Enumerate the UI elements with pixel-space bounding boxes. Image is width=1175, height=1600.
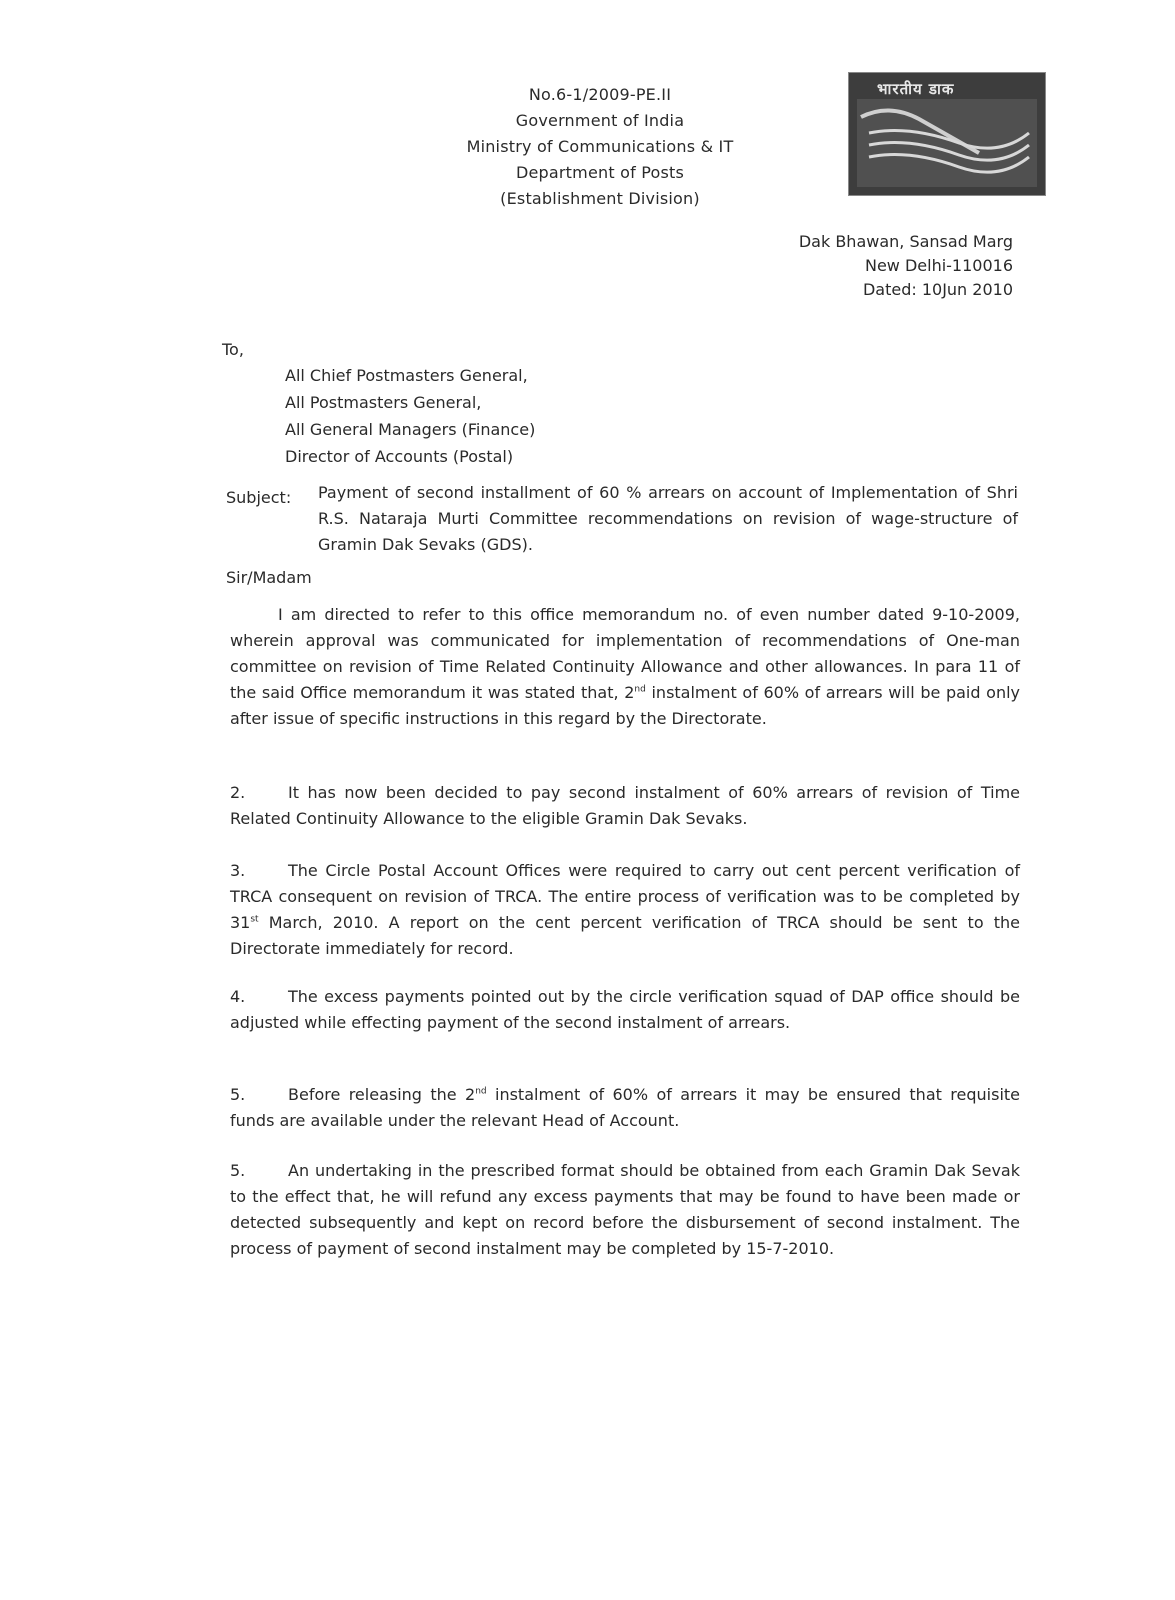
paragraph-number: 2. [230, 783, 246, 802]
paragraph-1 [230, 602, 1020, 732]
logo-text: भारतीय डाक [877, 80, 955, 98]
india-post-logo-icon [848, 72, 1046, 196]
paragraph-6-text: An undertaking in the prescribed format should be obtained from each Gramin Dak Sevak to the effect that, he will refund any excess payments that may be found to have been made or detected subsequently and kept on record before the disbursement of second instalment. The process of payment of second instalment may be completed by 15-7-2010. [230, 1161, 1020, 1258]
paragraph-3 [230, 858, 1020, 962]
paragraph-5 [230, 1082, 1020, 1134]
paragraph-2 [230, 780, 1020, 832]
recipient-list [285, 362, 535, 470]
paragraph-number: 3. [230, 861, 246, 880]
address-line-2: New Delhi-110016 [864, 256, 1013, 275]
subject-label: Subject: [226, 488, 292, 507]
paragraph-number: 5. [230, 1085, 246, 1104]
subject-text: Payment of second installment of 60 % arrears on account of Implementation of Shri R.S. Nataraja Murti Committee recommendations on revision of wage-structure of Gramin Dak Sevaks (GDS). [318, 483, 1018, 554]
letter-date: Dated: 10Jun 2010 [862, 280, 1013, 299]
sender-address [693, 230, 1013, 302]
header-ministry: Ministry of Communications & IT [466, 137, 734, 156]
header-department: Department of Posts [515, 163, 685, 182]
recipient-item: All Postmasters General, [285, 393, 482, 412]
recipient-item: Director of Accounts (Postal) [285, 447, 514, 466]
ordinal-suffix: nd [634, 684, 646, 695]
paragraph-number: 4. [230, 987, 246, 1006]
address-line-1: Dak Bhawan, Sansad Marg [798, 232, 1013, 251]
paragraph-6 [230, 1158, 1020, 1262]
to-label: To, [222, 340, 244, 359]
header-government: Government of India [515, 111, 685, 130]
paragraph-3-tail: March, 2010. A report on the cent percent verification of TRCA should be sent to the Directorate immediately for record. [230, 913, 1020, 958]
paragraph-3-text: The Circle Postal Account Offices were required to carry out cent percent verification of TRCA consequent on revision of TRCA. The entire process of verification was to be completed by 31 [230, 861, 1020, 932]
paragraph-5-text: Before releasing the 2 [288, 1085, 476, 1104]
paragraph-4-text: The excess payments pointed out by the circle verification squad of DAP office should be adjusted while effecting payment of the second instalment of arrears. [230, 987, 1020, 1032]
paragraph-4 [230, 984, 1020, 1036]
paragraph-number: 5. [230, 1161, 246, 1180]
paragraph-1-tail: instalment of 60% of arrears will be paid only after issue of specific instructions in this regard by the Directorate. [230, 683, 1021, 728]
letter-header [440, 82, 760, 212]
header-division: (Establishment Division) [500, 189, 700, 208]
paragraph-1-text: I am directed to refer to this office memorandum no. of even number dated 9-10-2009, wherein approval was communicated for implementation of recommendations of One-man committee on revision of Time Related Continuity Allowance and other allowances. In para 11 of the said Office memorandum it was stated that, 2 [230, 605, 1020, 702]
paragraph-2-text: It has now been decided to pay second instalment of 60% arrears of revision of Time Related Continuity Allowance to the eligible Gramin Dak Sevaks. [230, 783, 1020, 828]
ordinal-suffix: nd [475, 1086, 487, 1097]
reference-number: No.6-1/2009-PE.II [528, 85, 672, 104]
ordinal-suffix: st [250, 914, 259, 925]
recipient-item: All Chief Postmasters General, [285, 366, 528, 385]
salutation: Sir/Madam [226, 568, 312, 587]
paragraph-5-tail: instalment of 60% of arrears it may be ensured that requisite funds are available under the relevant Head of Account. [230, 1085, 1021, 1130]
recipient-item: All General Managers (Finance) [285, 420, 536, 439]
